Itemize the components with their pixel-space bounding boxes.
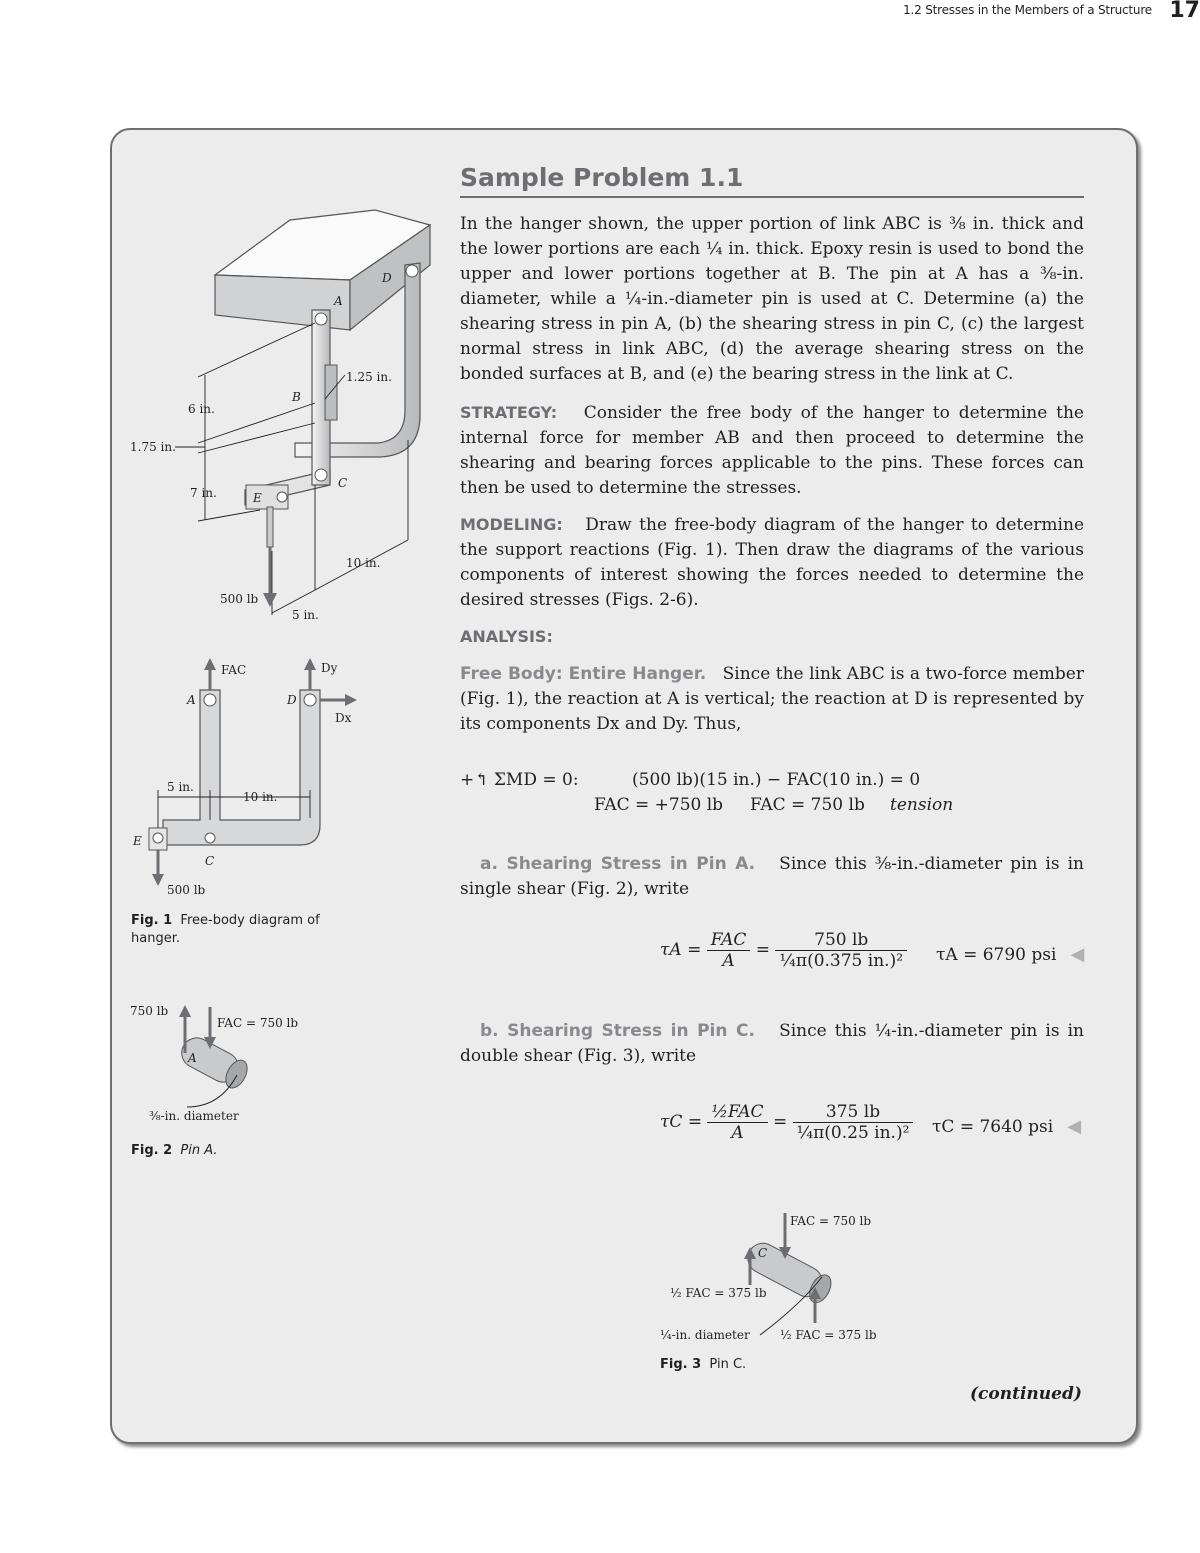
result-marker-icon: ◀ (1067, 1116, 1082, 1137)
dim-6: 6 in. (188, 402, 215, 416)
moment-equation-fac1: FAC = +750 lb (594, 795, 724, 815)
pin-a-diagram (125, 995, 355, 1130)
fig2-caption (131, 1142, 351, 1160)
strategy-heading: STRATEGY: (460, 403, 558, 422)
pin-c-half-left: ½ FAC = 375 lb (670, 1286, 767, 1300)
label-e: E (253, 491, 262, 505)
load-label: 500 lb (220, 592, 259, 606)
analysis-heading: ANALYSIS: (460, 627, 553, 646)
running-head (0, 0, 1200, 30)
fb-label-d: D (287, 693, 297, 707)
pin-d-icon (406, 265, 418, 277)
sample-problem-title: Sample Problem 1.1 (460, 163, 1084, 198)
pin-c-diagram (660, 1205, 920, 1350)
fig1-text: Free-body diagram of hanger. (131, 913, 320, 946)
fb-dim-5: 5 in. (167, 780, 194, 794)
dimension-lines (175, 323, 408, 615)
problem-statement: In the hanger shown, the upper portion of link ABC is ⅜ in. thick and the lower portions are each ¼ in. thick. Epoxy resin is used to bond the upper and lower portions together at B. The pin at A has a ⅜-in. diameter, while a ¼-in.-diameter pin is used at C. Determine (a) the shearing stress in pin A, (b) the shearing stress in pin C, (c) the largest normal stress in link ABC, (d) the average shearing stress on the bonded surfaces at B, and (e) the bearing stress in the link at C. (460, 214, 1084, 384)
fb-label-a: A (187, 693, 196, 707)
pin-c-label-c: C (758, 1246, 768, 1260)
label-a: A (334, 294, 343, 308)
label-d: D (382, 271, 392, 285)
pin-a-label-a: A (188, 1051, 197, 1065)
part-b-frac1-den: A (731, 1123, 744, 1143)
part-a-heading: a. Shearing Stress in Pin A. (480, 854, 756, 874)
moment-equation-line1: (500 lb)(15 in.) − FAC(10 in.) = 0 (632, 770, 921, 790)
fig3-label: Fig. 3 (660, 1357, 702, 1372)
free-body-heading: Free Body: Entire Hanger. (460, 664, 707, 684)
dim-175: 1.75 in. (130, 440, 176, 454)
running-head-section: 1.2 Stresses in the Members of a Structure (903, 3, 1152, 17)
label-c: C (338, 476, 348, 490)
part-b-frac2-den: ¼π(0.25 in.)² (796, 1123, 910, 1143)
hanger-load-rod (267, 507, 273, 547)
part-a-text: Since this ⅜-in.-diameter pin is in single shear (Fig. 2), write (460, 854, 1084, 899)
fb-force-arrows (152, 658, 357, 886)
modeling-paragraph (460, 512, 1084, 613)
dim-7: 7 in. (190, 486, 217, 500)
dim-125: 1.25 in. (346, 370, 392, 384)
fb-dy-label: Dy (321, 661, 338, 675)
part-a-frac1-num: FAC (707, 930, 751, 951)
hanger-drawing (120, 185, 440, 635)
part-b-paragraph (460, 1019, 1084, 1069)
modeling-heading: MODELING: (460, 515, 563, 534)
moment-equation-fac2: FAC = 750 lb (750, 795, 865, 815)
fb-fac-label: FAC (221, 663, 247, 677)
part-a-frac2-den: ¼π(0.375 in.)² (779, 951, 904, 971)
fig2-text: Pin A. (180, 1143, 218, 1158)
part-b-heading: b. Shearing Stress in Pin C. (480, 1021, 755, 1041)
page-number: 17 (1169, 0, 1200, 23)
part-b-lhs: τC = (660, 1112, 703, 1132)
pin-e-icon (277, 492, 287, 502)
pin-c-diameter-label: ¼-in. diameter (660, 1328, 750, 1342)
part-a-result (936, 944, 1084, 965)
fb-pin-d-icon (304, 694, 316, 706)
part-b-frac2-num: 375 lb (793, 1102, 914, 1123)
part-b-equation: τC = $\frac{\text{½FAC}}{A}$ = $\frac{375 lb}{\text{¼π(0.25 in.)²}}$ (660, 1102, 913, 1143)
fb-label-c: C (205, 854, 215, 868)
free-body-diagram (125, 650, 385, 900)
pin-c-fac-label: FAC = 750 lb (790, 1214, 872, 1228)
modeling-text: Draw the free-body diagram of the hanger to determine the support reactions (Fig. 1). Then draw the diagrams of the various components of interest showing the forces needed to determine the desired stresses (Figs. 2-6). (460, 515, 1085, 610)
strategy-text: Consider the free body of the hanger to determine the internal force for member AB and then proceed to determine the shearing and bearing forces applicable to the pins. These forces can then be used to determine the stresses. (460, 403, 1084, 498)
pin-c-icon (315, 469, 327, 481)
part-b-frac1-num: ½FAC (707, 1102, 767, 1123)
pin-a-icon (315, 313, 327, 325)
pin-c-half-right: ½ FAC = 375 lb (780, 1328, 877, 1342)
free-body-paragraph (460, 662, 1084, 737)
part-b-result-text: τC = 7640 psi (932, 1117, 1054, 1137)
label-b: B (292, 390, 301, 404)
fb-load-label: 500 lb (167, 883, 206, 897)
part-a-frac1-den: A (722, 951, 735, 971)
fb-dim-10: 10 in. (243, 790, 278, 804)
fb-pin-c-icon (205, 833, 215, 843)
dim-10: 10 in. (346, 556, 381, 570)
fb-label-e: E (133, 834, 142, 848)
pin-a-fac-label: FAC = 750 lb (217, 1016, 299, 1030)
part-a-paragraph (460, 852, 1084, 902)
fb-pin-e-icon (153, 833, 163, 843)
moment-equation-tension: tension (890, 795, 954, 815)
fig2-label: Fig. 2 (131, 1143, 173, 1158)
dim-5: 5 in. (292, 608, 319, 622)
part-a-equation: τA = $\frac{\text{FAC}}{A}$ = $\frac{750 lb}{\text{¼π(0.375 in.)²}}$ (660, 930, 907, 971)
fb-pin-a-icon (204, 694, 216, 706)
fb-hanger-shape (163, 690, 320, 845)
part-a-lhs: τA = (660, 940, 702, 960)
result-marker-icon: ◀ (1070, 944, 1085, 965)
fig3-caption (660, 1356, 860, 1374)
fb-dx-label: Dx (335, 711, 352, 725)
free-body-text: Since the link ABC is a two-force member (Fig. 1), the reaction at A is vertical; the reaction at D is represented by its components Dx and Dy. Thus, (460, 664, 1084, 734)
pin-a-750-label: 750 lb (130, 1004, 169, 1018)
pin-a-diameter-label: ⅜-in. diameter (149, 1109, 239, 1123)
fig1-label: Fig. 1 (131, 913, 173, 928)
load-arrowhead-icon (263, 593, 277, 607)
fig1-caption (131, 912, 371, 948)
fig3-text: Pin C. (709, 1357, 747, 1372)
part-b-text: Since this ¼-in.-diameter pin is in double shear (Fig. 3), write (460, 1021, 1084, 1066)
continued-note: (continued) (970, 1384, 1082, 1404)
part-a-frac2-num: 750 lb (775, 930, 907, 951)
part-b-result (932, 1116, 1081, 1137)
moment-equation-label: +↰ ΣMD = 0: (460, 770, 579, 790)
analysis-heading-row (460, 624, 1084, 650)
part-a-result-text: τA = 6790 psi (936, 945, 1057, 965)
strategy-paragraph (460, 400, 1084, 501)
